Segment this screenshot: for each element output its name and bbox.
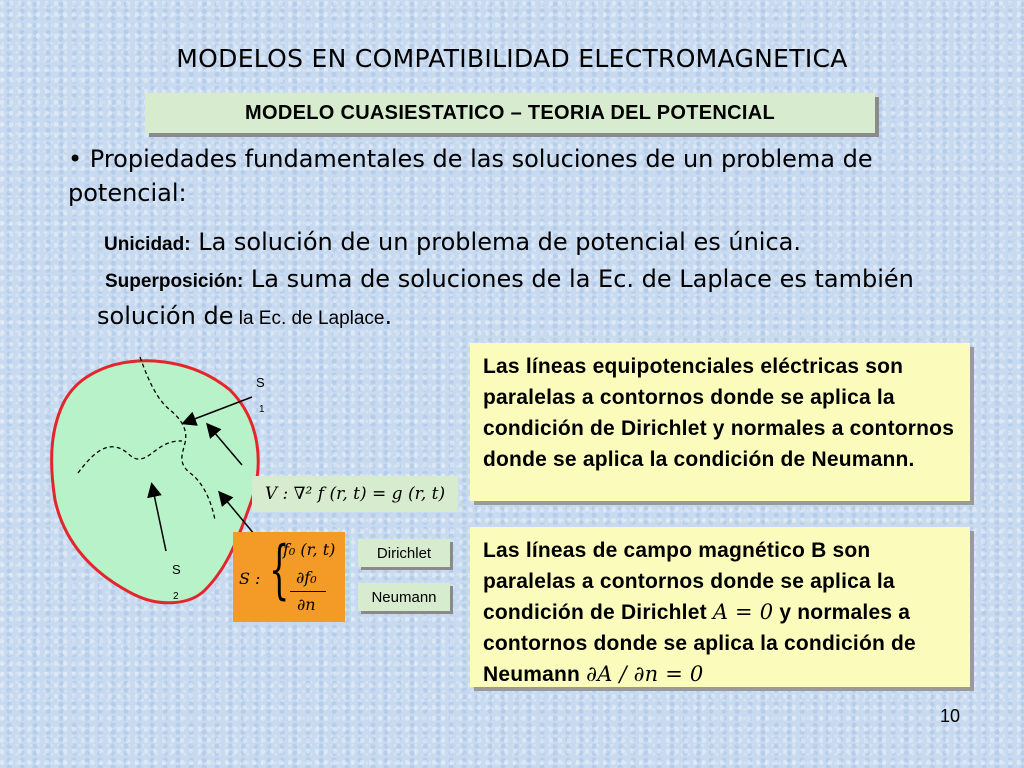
bc-neumann-num: ∂f₀ xyxy=(296,568,317,587)
dirichlet-label: Dirichlet xyxy=(376,544,432,562)
dirichlet-tag xyxy=(358,539,450,567)
bullet-text: • Propiedades fundamentales de las soluciones de un problema de potencial: xyxy=(68,145,873,207)
fraction-bar xyxy=(290,591,326,592)
note2-math-a0: A = 0 xyxy=(712,600,774,624)
slide-title: MODELOS EN COMPATIBILIDAD ELECTROMAGNETICA xyxy=(176,44,848,73)
left-brace: { xyxy=(269,533,290,607)
property-superposicion xyxy=(97,262,957,336)
subtitle-box xyxy=(145,93,875,133)
bc-neumann-den: ∂n xyxy=(297,595,316,614)
unicidad-text: La solución de un problema de potencial es única. xyxy=(190,228,801,256)
bc-prefix: S : xyxy=(239,569,261,588)
boundary-condition-box xyxy=(233,532,345,622)
laplace-equation: V : ∇² f (r, t) = g (r, t) xyxy=(264,484,446,504)
note2-mid: y normales a contornos donde se aplica la condición de Neumann xyxy=(483,601,916,686)
superposicion-end: . xyxy=(384,302,393,330)
laplace-equation-box xyxy=(252,476,458,512)
s2-label: S xyxy=(172,562,181,577)
page-number: 10 xyxy=(939,706,960,726)
note-magnetic xyxy=(470,527,970,687)
note1-text: Las líneas equipotenciales eléctricas son paralelas a contornos donde se aplica la condición de Dirichlet y normales a contornos donde se aplica la condición de Neumann. xyxy=(483,355,955,471)
superposicion-label: Superposición: xyxy=(105,271,244,292)
domain-region xyxy=(52,361,259,603)
note2-math-dadn: ∂A / ∂n = 0 xyxy=(586,662,704,686)
neumann-tag xyxy=(358,583,450,611)
s1-index: 1 xyxy=(259,404,265,415)
note2-text: Las líneas de campo magnético B son paralelas a contornos donde se aplica la condición de Dirichlet xyxy=(483,539,895,624)
neumann-label: Neumann xyxy=(371,588,437,606)
s1-label: S xyxy=(256,375,265,390)
superposicion-text: La suma de soluciones de la Ec. de Laplace es también solución de xyxy=(97,265,914,330)
property-unicidad xyxy=(104,225,964,262)
unicidad-label: Unicidad: xyxy=(104,234,191,255)
subtitle-text: MODELO CUASIESTATICO – TEORIA DEL POTENCIAL xyxy=(245,101,775,124)
note-equipotential xyxy=(470,343,970,501)
bc-dirichlet-expr: f₀ (r, t) xyxy=(283,540,336,559)
s2-index: 2 xyxy=(173,591,179,602)
superposicion-tail: la Ec. de Laplace xyxy=(233,308,385,329)
